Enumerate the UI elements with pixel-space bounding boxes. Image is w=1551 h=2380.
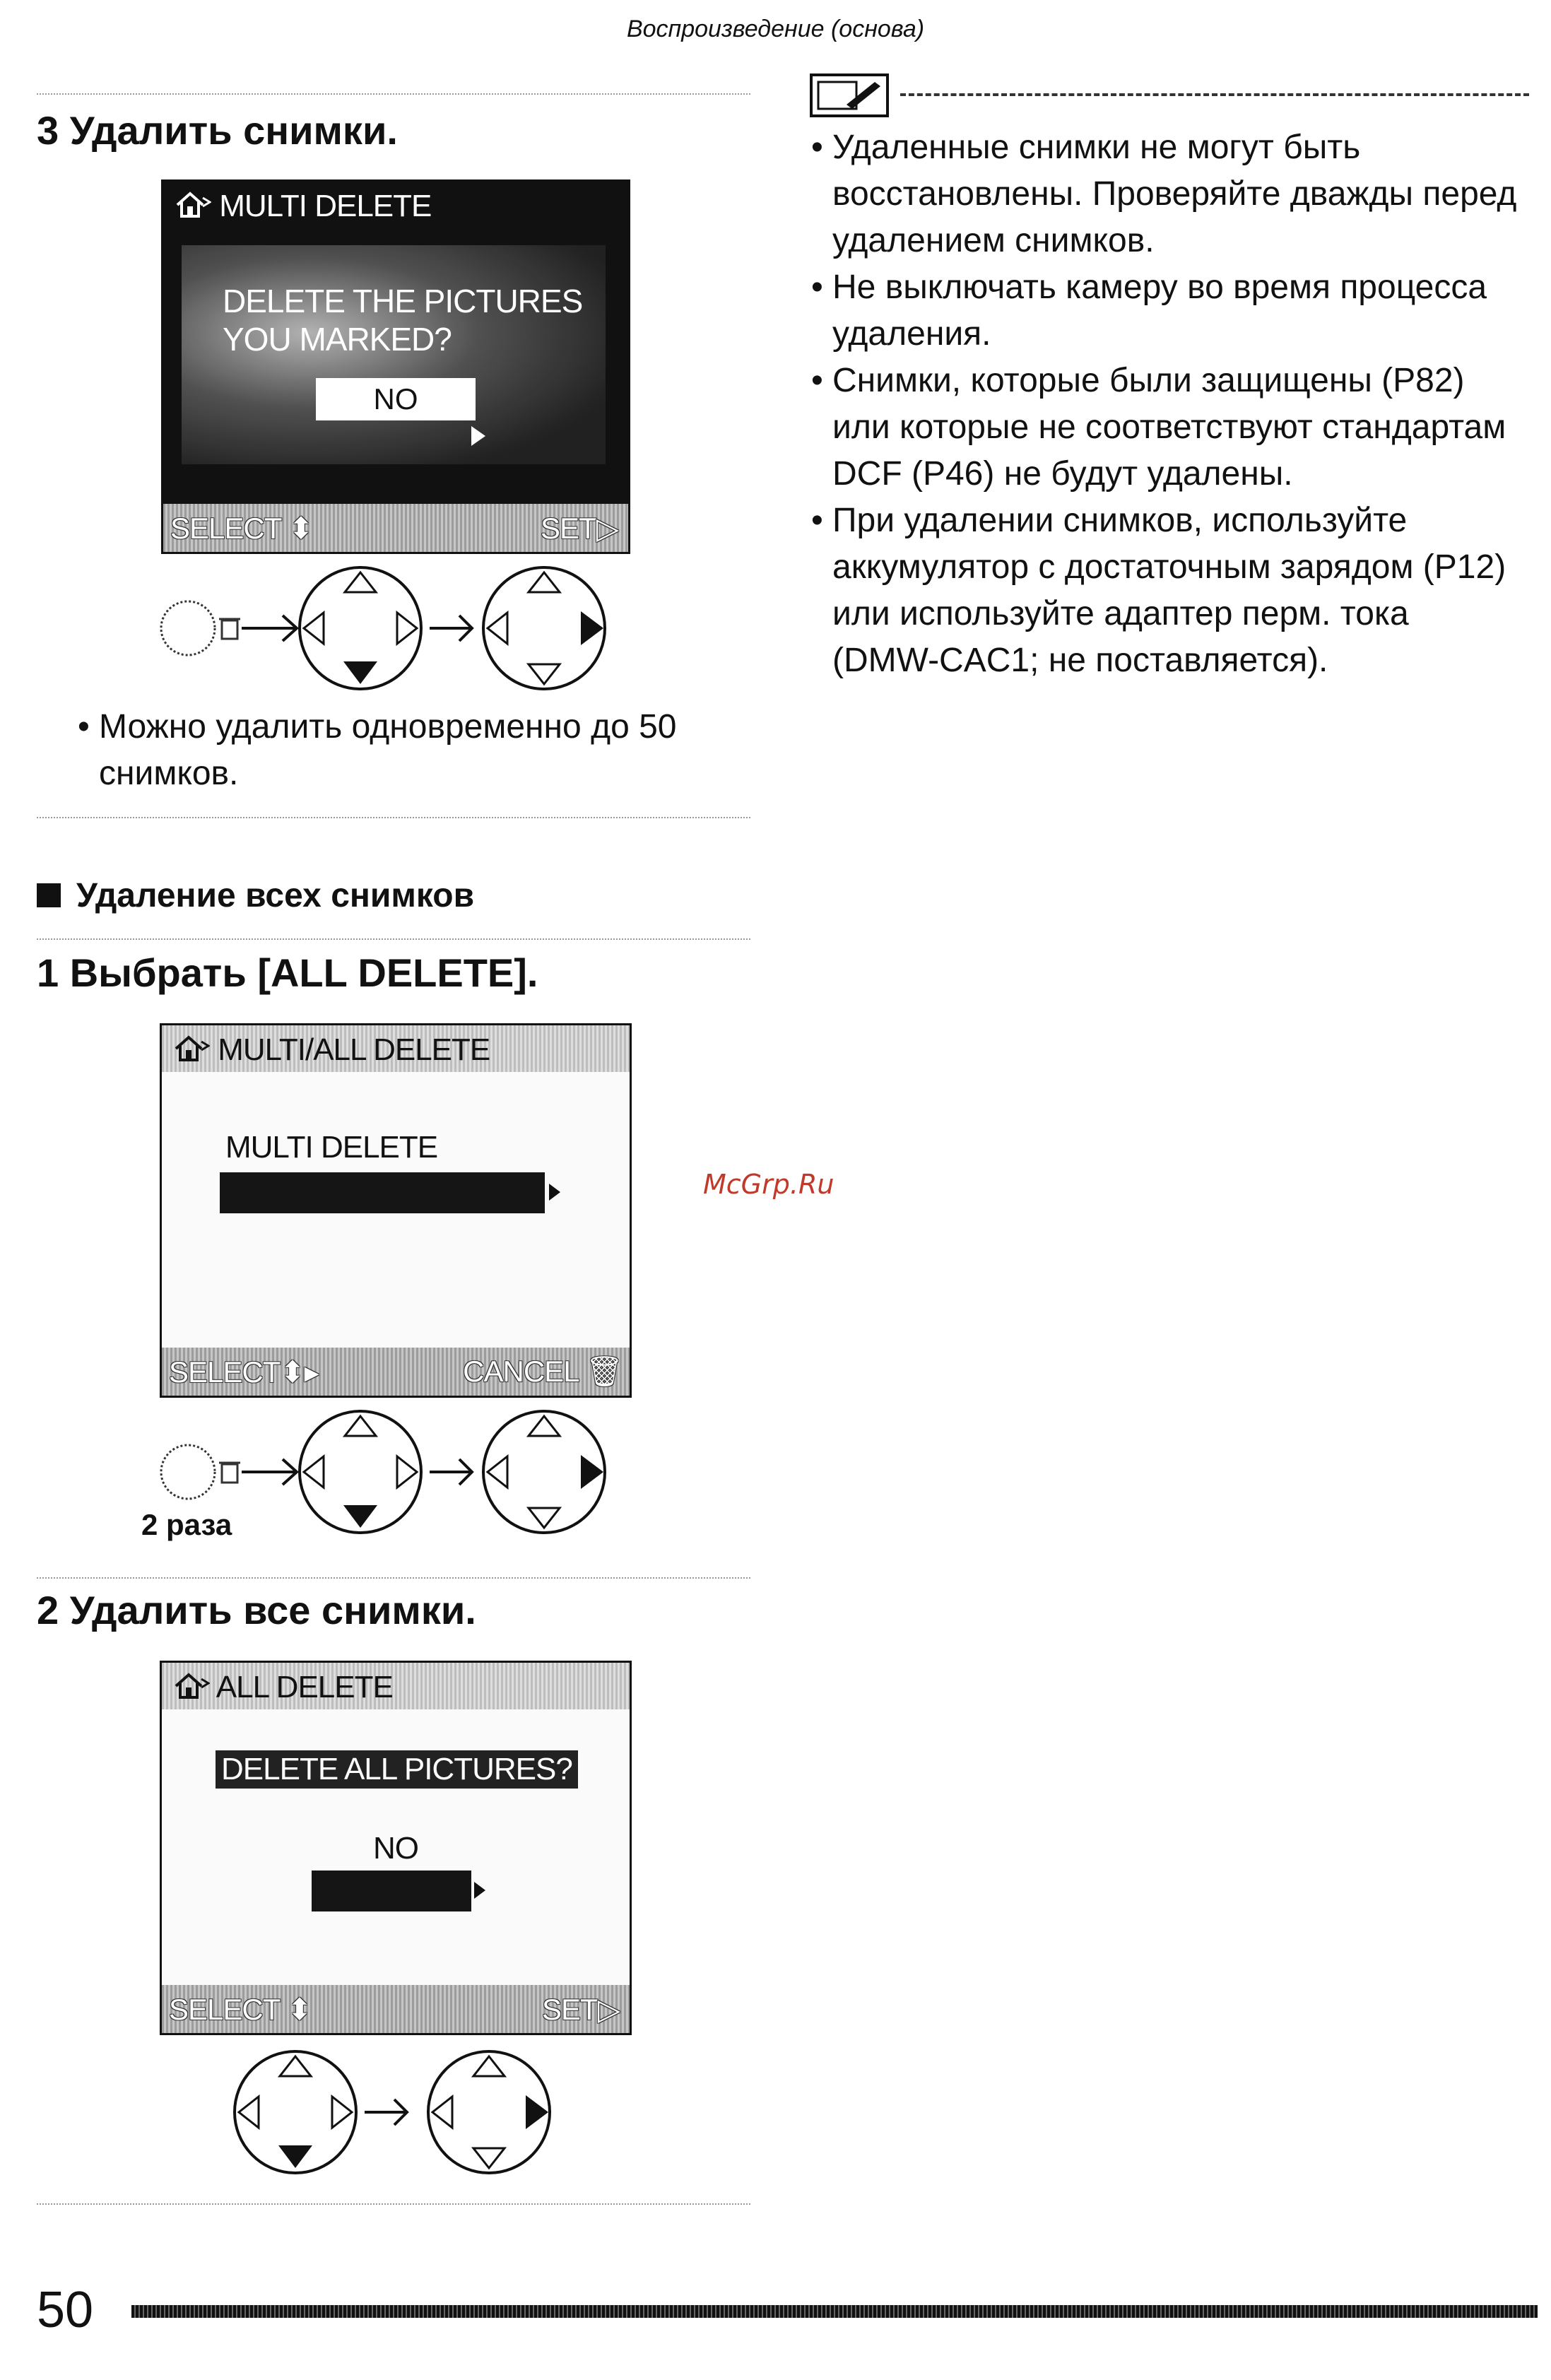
bar-set-label: SET — [542, 1993, 598, 2026]
divider — [37, 817, 750, 818]
press-count: 2 раза — [141, 1508, 232, 1541]
step2-screen-title: ALL DELETE — [216, 1670, 393, 1704]
menu-arrow-icon — [549, 1184, 560, 1201]
watermark: McGrp.Ru — [703, 1169, 835, 1200]
dpad-right-icon[interactable] — [483, 1411, 605, 1533]
dpad-down-icon[interactable] — [235, 2051, 356, 2173]
step3-message-line1: DELETE THE PICTURES — [223, 283, 583, 319]
trash-button-icon[interactable] — [161, 1445, 240, 1499]
divider — [37, 1577, 750, 1579]
bar-cancel-label: CANCEL — [463, 1355, 578, 1388]
up-down-arrow-icon: ⬍▸ — [280, 1355, 319, 1389]
divider — [37, 93, 750, 95]
step2-title: 2 Удалить все снимки. — [37, 1588, 476, 1632]
option-arrow-icon — [471, 426, 485, 446]
bar-select-label: SELECT — [169, 1993, 280, 2026]
step2-screen — [160, 1661, 632, 2035]
page-header-title: Воспроизведение (основа) — [626, 16, 925, 42]
arrow-right-icon — [430, 615, 472, 641]
right-arrow-outline-icon: ▷ — [596, 512, 618, 545]
tip-item: • Удаленные снимки не могут быть восстановлены. Проверяйте дважды перед удалением снимков. — [811, 124, 1518, 264]
tip-item: • Снимки, которые были защищены (P82) или которые не соответствуют стандартам DCF (P46) не будут удалены. — [811, 358, 1518, 497]
section-title: Удаление всех снимков — [76, 877, 475, 914]
menu-item-multi-delete[interactable]: MULTI DELETE — [225, 1130, 438, 1165]
option-yes-highlight[interactable] — [312, 1871, 471, 1911]
option-no[interactable]: NO — [373, 1831, 418, 1866]
divider — [37, 2203, 750, 2205]
tip-item: • При удалении снимков, используйте аккумулятор с достаточным зарядом (P12) или используйте адаптер перм. тока (DMW-CAC1; не поставляется). — [811, 497, 1518, 684]
dpad-right-icon[interactable] — [483, 567, 605, 689]
arrow-right-icon — [430, 1459, 472, 1485]
step2-button-sequence — [228, 2046, 567, 2178]
bar-select-label: SELECT — [169, 1355, 281, 1389]
arrow-right-icon — [365, 2099, 407, 2125]
dpad-right-icon[interactable] — [428, 2051, 550, 2173]
menu-item-all-delete-highlight[interactable] — [220, 1172, 545, 1213]
footer-bar — [131, 2305, 1538, 2318]
step1-title: 1 Выбрать [ALL DELETE]. — [37, 950, 538, 995]
option-arrow-icon — [474, 1882, 485, 1899]
step3-note: • Можно удалить одновременно до 50 снимков. — [78, 704, 749, 797]
step3-button-sequence — [148, 562, 643, 694]
trash-button-icon[interactable] — [161, 601, 240, 655]
step3-screen — [161, 179, 630, 554]
step1-screen-title: MULTI/ALL DELETE — [218, 1032, 490, 1067]
arrow-right-icon — [242, 615, 297, 641]
step3-title: 3 Удалить снимки. — [37, 108, 398, 153]
home-icon — [173, 1035, 210, 1063]
trash-icon: 🗑 — [585, 1355, 623, 1388]
note-book-icon — [810, 73, 889, 117]
dpad-down-icon[interactable] — [300, 1411, 421, 1533]
home-icon — [175, 191, 211, 219]
delete-all-question: DELETE ALL PICTURES? — [216, 1750, 578, 1789]
up-down-arrow-icon: ⬍ — [287, 1993, 312, 2026]
arrow-right-icon — [242, 1459, 297, 1485]
option-no[interactable]: NO — [316, 378, 476, 420]
page-number: 50 — [37, 2282, 94, 2338]
home-icon — [173, 1672, 210, 1700]
step1-screen — [160, 1023, 632, 1398]
tip-item: • Не выключать камеру во время процесса удаления. — [811, 264, 1518, 358]
tips-list — [811, 124, 1518, 684]
bar-select-label: SELECT — [170, 512, 281, 545]
up-down-arrow-icon: ⬍ — [288, 512, 313, 545]
step3-message-line2: YOU MARKED? — [223, 321, 452, 358]
dpad-down-icon[interactable] — [300, 567, 421, 689]
step3-screen-title: MULTI DELETE — [219, 189, 432, 223]
section-square-icon — [37, 883, 61, 907]
right-arrow-outline-icon: ▷ — [597, 1993, 620, 2026]
tips-dashed-rule — [900, 93, 1529, 96]
divider — [37, 938, 750, 940]
bar-set-label: SET — [541, 512, 596, 545]
